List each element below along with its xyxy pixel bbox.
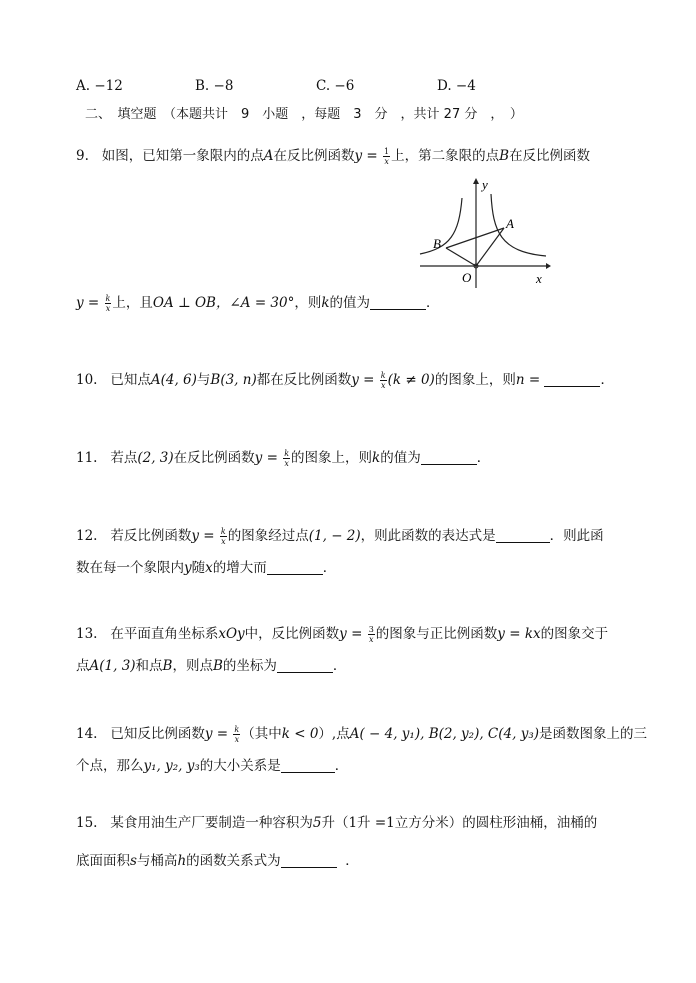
option-a: A. −12 — [76, 78, 123, 94]
hyperbola-figure — [416, 176, 551, 288]
answer-blank[interactable] — [281, 853, 337, 868]
q9-fraction: $\frac{1}{x}$ — [384, 147, 390, 166]
q9-number: 9. — [76, 148, 89, 164]
question-11: 11. 若点(2, 3)在反比例函数y = $\frac{k}{x}$ 的图象上，则k的值为 ． — [76, 449, 491, 468]
point-b-label: B — [433, 236, 441, 251]
answer-blank[interactable] — [267, 560, 323, 575]
option-c: C. −6 — [316, 78, 355, 94]
curve-first-quadrant — [491, 194, 546, 256]
question-9-line-1: 9. 如图，已知第一象限内的点A在反比例函数y = $\frac{1}{x}$ 上，第二象限的点B在反比例函数 — [76, 147, 591, 166]
curve-second-quadrant — [420, 198, 462, 254]
question-14-line-2: 个点，那么y₁, y₂, y₃的大小关系是 ． — [76, 758, 349, 774]
question-14-line-1: 14. 已知反比例函数y = $\frac{k}{x}$ （其中k < 0）,点A( − 4, y₁), B(2, y₂), C(4, y₃)是函数图象上的三 — [76, 725, 648, 744]
question-12-line-1: 12. 若反比例函数y = $\frac{k}{x}$ 的图象经过点(1, − 2)，则此函数的表达式是 ．则此函 — [76, 527, 604, 546]
option-b: B. −8 — [195, 78, 234, 94]
section-header: 二、 填空题 （本题共计 9 小题 ，每题 3 分 ，共计 27 分 ， ） — [85, 107, 523, 122]
question-12-line-2: 数在每一个象限内y随x的增大而 ． — [76, 560, 337, 576]
q15-number: 15. — [76, 815, 98, 831]
answer-blank[interactable] — [277, 658, 333, 673]
answer-blank[interactable] — [370, 295, 426, 310]
answer-blank[interactable] — [496, 528, 550, 543]
answer-blank[interactable] — [421, 450, 477, 465]
question-10: 10. 已知点A(4, 6)与B(3, n)都在反比例函数y = $\frac{k}{x}$ (k ≠ 0)的图象上，则n = ． — [76, 371, 614, 390]
q11-number: 11. — [76, 450, 98, 466]
y-axis-label: y — [482, 177, 488, 192]
answer-blank[interactable] — [281, 758, 335, 773]
answer-blank[interactable] — [544, 372, 600, 387]
question-15-line-2: 底面面积s与桶高h的函数关系式为 ． — [76, 853, 359, 869]
question-13-line-2: 点A(1, 3)和点B，则点B的坐标为 ． — [76, 658, 347, 674]
question-13-line-1: 13. 在平面直角坐标系xOy中，反比例函数y = $\frac{3}{x}$ 的图象与正比例函数y = kx的图象交于 — [76, 625, 609, 644]
q13-number: 13. — [76, 626, 98, 642]
question-15-line-1: 15. 某食用油生产厂要制造一种容积为5升（1升 =1立方分米）的圆柱形油桶，油桶的 — [76, 815, 598, 831]
question-9-line-2: y = $\frac{k}{x}$ 上，且OA ⊥ OB，∠A = 30°，则k的值为 ． — [76, 294, 440, 313]
q10-number: 10. — [76, 372, 98, 388]
q12-number: 12. — [76, 528, 98, 544]
point-a-label: A — [506, 216, 514, 231]
origin-label: O — [462, 270, 472, 285]
option-d: D. −4 — [437, 78, 476, 94]
x-axis-label: x — [536, 271, 542, 286]
q14-number: 14. — [76, 726, 98, 742]
